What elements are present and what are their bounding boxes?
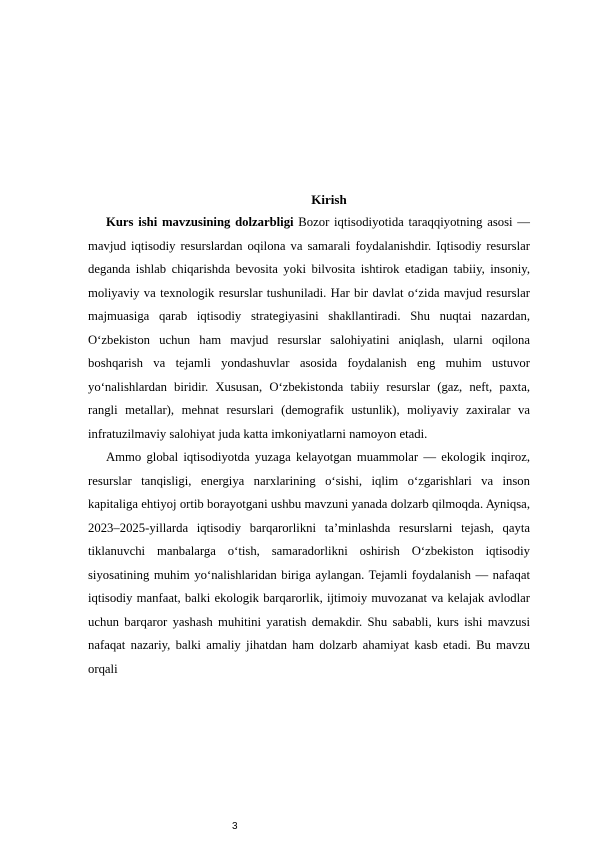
document-page: [88, 188, 530, 681]
page-number: 3: [232, 821, 238, 832]
paragraph-relevance: [88, 211, 530, 446]
section-heading: Kirish: [311, 192, 347, 207]
paragraph-text: Bozor iqtisodiyotida taraqqiyotning asosi — mavjud iqtisodiy resurslardan oqilona va samarali foydalanishdir. Iqtisodiy resurslar deganda ishlab chiqarishda bevosita yoki bilvosita ishtirok etadigan tabiiy, insoniy, moliyaviy va texnologik resurslar tushuniladi. Har bir davlat o‘zida mavjud resurslar majmuasiga qarab iqtisodiy strategiyasini shakllantiradi. Shu nuqtai nazardan, O‘zbekiston uchun ham mavjud resurslar salohiyatini aniqlash, ularni oqilona boshqarish va tejamli yondashuvlar asosida foydalanish eng muhim ustuvor yo‘nalishlardan biridir. Xususan, O‘zbekistonda tabiiy resurslar (gaz, neft, paxta, rangli metallar), mehnat resurslari (demografik ustunlik), moliyaviy zaxiralar va infratuzilmaviy salohiyat juda katta imkoniyatlarni namoyon etadi.: [88, 215, 530, 441]
paragraph-lead: Kurs ishi mavzusining dolzarbligi: [106, 215, 294, 229]
paragraph-global-issues: Ammo global iqtisodiyotda yuzaga kelayotgan muammolar — ekologik inqiroz, resurslar tanqisligi, energiya narxlarining o‘sishi, iqlim o‘zgarishlari va inson kapitaliga ehtiyoj ortib borayotgani ushbu mavzuni yanada dolzarb qilmoqda. Ayniqsa, 2023–2025-yillarda iqtisodiy barqarorlikni ta’minlashda resurslarni tejash, qayta tiklanuvchi manbalarga o‘tish, samaradorlikni oshirish O‘zbekiston iqtisodiy siyosatining muhim yo‘nalishlaridan biriga aylangan. Tejamli foydalanish — nafaqat iqtisodiy manfaat, balki ekologik barqarorlik, ijtimoiy muvozanat va kelajak avlodlar uchun barqaror yashash muhitini yaratish demakdir. Shu sababli, kurs ishi mavzusi nafaqat nazariy, balki amaliy jihatdan ham dolzarb ahamiyat kasb etadi. Bu mavzu orqali: [88, 450, 530, 676]
